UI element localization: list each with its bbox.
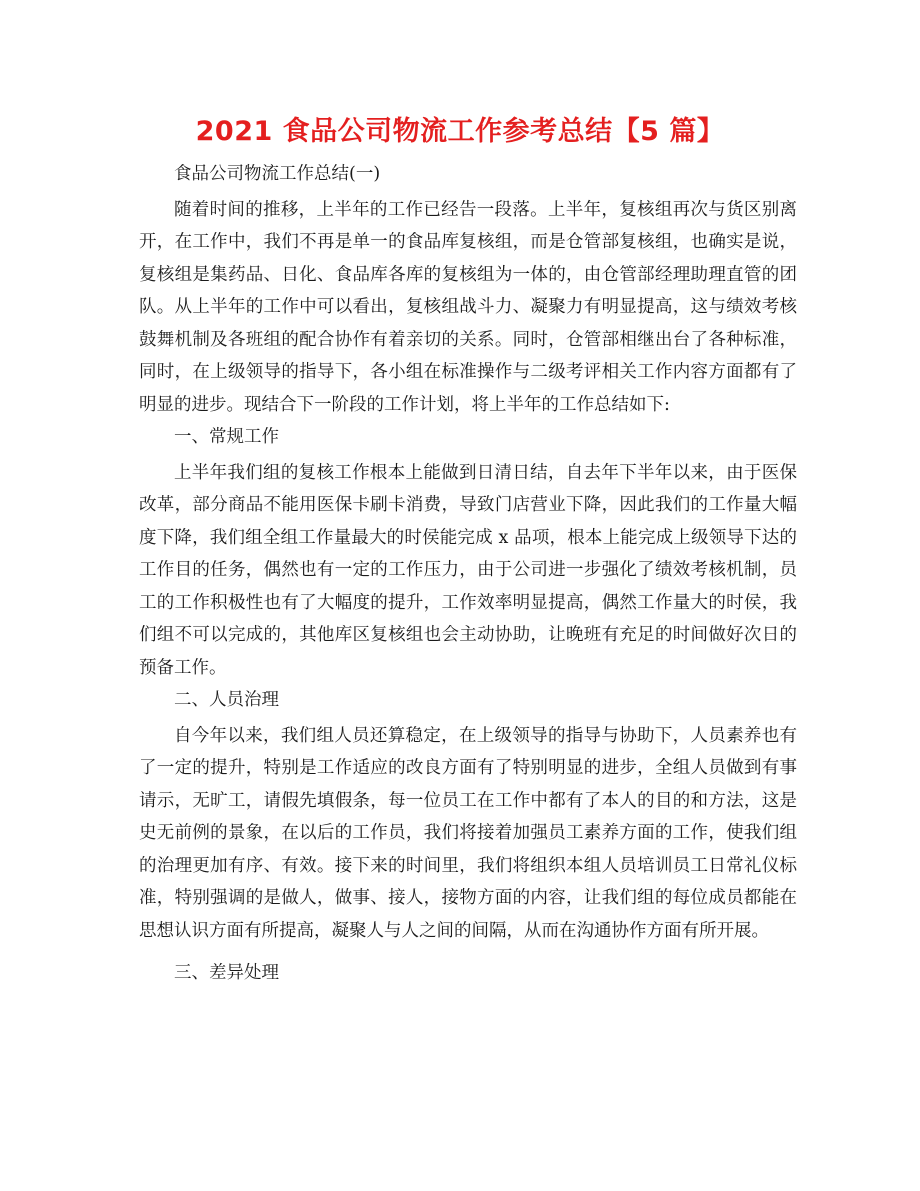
paragraph-routine-work: 上半年我们组的复核工作根本上能做到日清日结，自去年下半年以来，由于医保改革，部分商品不能用医保卡刷卡消费，导致门店营业下降，因此我们的工作量大幅度下降，我们组全组工作量最大的时侯能完成 x 品项，根本上能完成上级领导下达的工作目的任务，偶然也有一定的工作压力，由于公司进一步强化了绩效考核机制，员工的工作积极性也有了大幅度的提升，工作效率明显提高，偶然工作量大的时侯，我们组不可以完成的，其他库区复核组也会主动协助，让晚班有充足的时间做好次日的预备工作。 xyxy=(139,462,797,678)
heading-routine-work: 一、常规工作 xyxy=(174,427,279,447)
document-title: 2021 食品公司物流工作参考总结【5 篇】 xyxy=(195,116,725,147)
document-body xyxy=(139,158,797,993)
paragraph-personnel: 自今年以来，我们组人员还算稳定，在上级领导的指导与协助下，人员素养也有了一定的提升，特别是工作适应的改良方面有了特别明显的进步，全组人员做到有事请示，无旷工，请假先填假条，每一位员工在工作中都有了本人的目的和方法，这是史无前例的景象，在以后的工作员，我们将接着加强员工素养方面的工作，使我们组的治理更加有序、有效。接下来的时间里，我们将组织本组人员培训员工日常礼仪标准，特别强调的是做人，做事、接人，接物方面的内容，让我们组的每位成员都能在思想认识方面有所提高，凝聚人与人之间的间隔，从而在沟通协作方面有所开展。 xyxy=(139,725,797,941)
paragraph-intro: 随着时间的推移，上半年的工作已经告一段落。上半年，复核组再次与货区别离开，在工作中，我们不再是单一的食品库复核组，而是仓管部复核组，也确实是说，复核组是集药品、日化、食品库各库的复核组为一体的，由仓管部经理助理直管的团队。从上半年的工作中可以看出，复核组战斗力、凝聚力有明显提高，这与绩效考核鼓舞机制及各班组的配合协作有着亲切的关系。同时，仓管部相继出台了各种标准，同时，在上级领导的指导下，各小组在标准操作与二级考评相关工作内容方面都有了明显的进步。现结合下一阶段的工作计划，将上半年的工作总结如下: xyxy=(139,199,797,415)
section-title: 食品公司物流工作总结(一) xyxy=(174,164,381,184)
heading-difference-handling: 三、差异处理 xyxy=(174,963,279,983)
heading-personnel: 二、人员治理 xyxy=(174,690,279,710)
